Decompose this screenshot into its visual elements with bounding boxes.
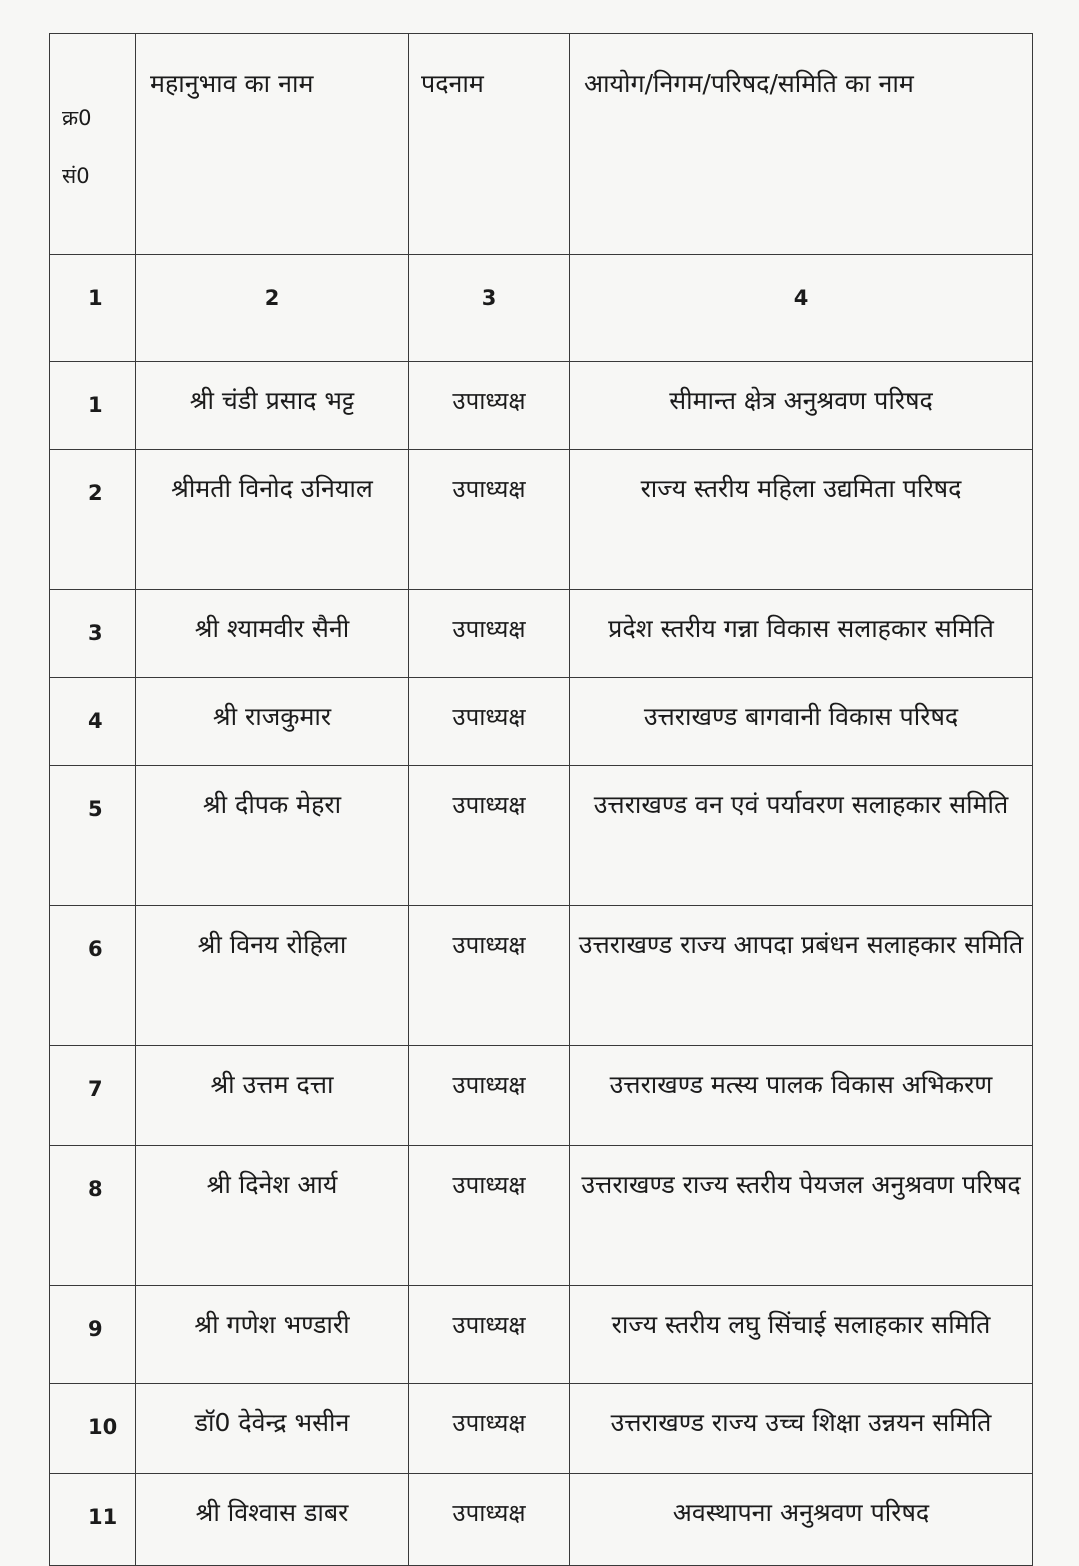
name-cell: श्री विनय रोहिला — [136, 906, 409, 1046]
column-number: 3 — [409, 255, 570, 362]
table-row — [50, 590, 1033, 678]
header-row — [50, 34, 1033, 255]
designation-cell: उपाध्यक्ष — [409, 1046, 570, 1146]
serial-number-cell: 6 — [50, 906, 136, 1046]
table-row — [50, 766, 1033, 906]
serial-number-cell: 8 — [50, 1146, 136, 1286]
name-cell: श्री विश्वास डाबर — [136, 1474, 409, 1566]
name-cell: श्रीमती विनोद उनियाल — [136, 450, 409, 590]
designation-cell: उपाध्यक्ष — [409, 362, 570, 450]
designation-cell: उपाध्यक्ष — [409, 766, 570, 906]
designation-cell: उपाध्यक्ष — [409, 1474, 570, 1566]
designation-cell: उपाध्यक्ष — [409, 1286, 570, 1384]
body-name-cell: अवस्थापना अनुश्रवण परिषद — [570, 1474, 1033, 1566]
designation-cell: उपाध्यक्ष — [409, 906, 570, 1046]
designation-cell: उपाध्यक्ष — [409, 678, 570, 766]
body-name-cell: उत्तराखण्ड राज्य उच्च शिक्षा उन्नयन समिति — [570, 1384, 1033, 1474]
name-cell: श्री श्यामवीर सैनी — [136, 590, 409, 678]
designation-cell: उपाध्यक्ष — [409, 590, 570, 678]
name-cell: श्री राजकुमार — [136, 678, 409, 766]
header-name: महानुभाव का नाम — [136, 34, 409, 255]
table-row — [50, 1146, 1033, 1286]
header-designation: पदनाम — [409, 34, 570, 255]
serial-number-cell: 11 — [50, 1474, 136, 1566]
serial-number-cell: 2 — [50, 450, 136, 590]
column-number-row — [50, 255, 1033, 362]
body-name-cell: उत्तराखण्ड मत्स्य पालक विकास अभिकरण — [570, 1046, 1033, 1146]
name-cell: डॉ0 देवेन्द्र भसीन — [136, 1384, 409, 1474]
name-cell: श्री दिनेश आर्य — [136, 1146, 409, 1286]
designation-cell: उपाध्यक्ष — [409, 1384, 570, 1474]
appointments-table — [49, 33, 1033, 1566]
column-number: 4 — [570, 255, 1033, 362]
table-row — [50, 1046, 1033, 1146]
serial-number-cell: 5 — [50, 766, 136, 906]
table-row — [50, 362, 1033, 450]
serial-number-cell: 1 — [50, 362, 136, 450]
body-name-cell: राज्य स्तरीय महिला उद्यमिता परिषद — [570, 450, 1033, 590]
header-body: आयोग/निगम/परिषद/समिति का नाम — [570, 34, 1033, 255]
header-serial-line1: क्र0 — [62, 106, 92, 130]
body-name-cell: प्रदेश स्तरीय गन्ना विकास सलाहकार समिति — [570, 590, 1033, 678]
body-name-cell: राज्य स्तरीय लघु सिंचाई सलाहकार समिति — [570, 1286, 1033, 1384]
body-name-cell: उत्तराखण्ड बागवानी विकास परिषद — [570, 678, 1033, 766]
body-name-cell: सीमान्त क्षेत्र अनुश्रवण परिषद — [570, 362, 1033, 450]
column-number: 1 — [50, 255, 136, 362]
header-serial — [50, 34, 136, 255]
table-row — [50, 906, 1033, 1046]
header-serial-line2: सं0 — [62, 164, 90, 188]
serial-number-cell: 3 — [50, 590, 136, 678]
serial-number-cell: 9 — [50, 1286, 136, 1384]
serial-number-cell: 7 — [50, 1046, 136, 1146]
designation-cell: उपाध्यक्ष — [409, 450, 570, 590]
designation-cell: उपाध्यक्ष — [409, 1146, 570, 1286]
serial-number-cell: 10 — [50, 1384, 136, 1474]
serial-number-cell: 4 — [50, 678, 136, 766]
body-name-cell: उत्तराखण्ड राज्य स्तरीय पेयजल अनुश्रवण परिषद — [570, 1146, 1033, 1286]
name-cell: श्री दीपक मेहरा — [136, 766, 409, 906]
table-row — [50, 450, 1033, 590]
body-name-cell: उत्तराखण्ड वन एवं पर्यावरण सलाहकार समिति — [570, 766, 1033, 906]
table-row — [50, 1286, 1033, 1384]
name-cell: श्री गणेश भण्डारी — [136, 1286, 409, 1384]
name-cell: श्री चंडी प्रसाद भट्ट — [136, 362, 409, 450]
name-cell: श्री उत्तम दत्ता — [136, 1046, 409, 1146]
column-number: 2 — [136, 255, 409, 362]
table-row — [50, 1384, 1033, 1474]
table-row — [50, 678, 1033, 766]
table-row — [50, 1474, 1033, 1566]
body-name-cell: उत्तराखण्ड राज्य आपदा प्रबंधन सलाहकार समिति — [570, 906, 1033, 1046]
